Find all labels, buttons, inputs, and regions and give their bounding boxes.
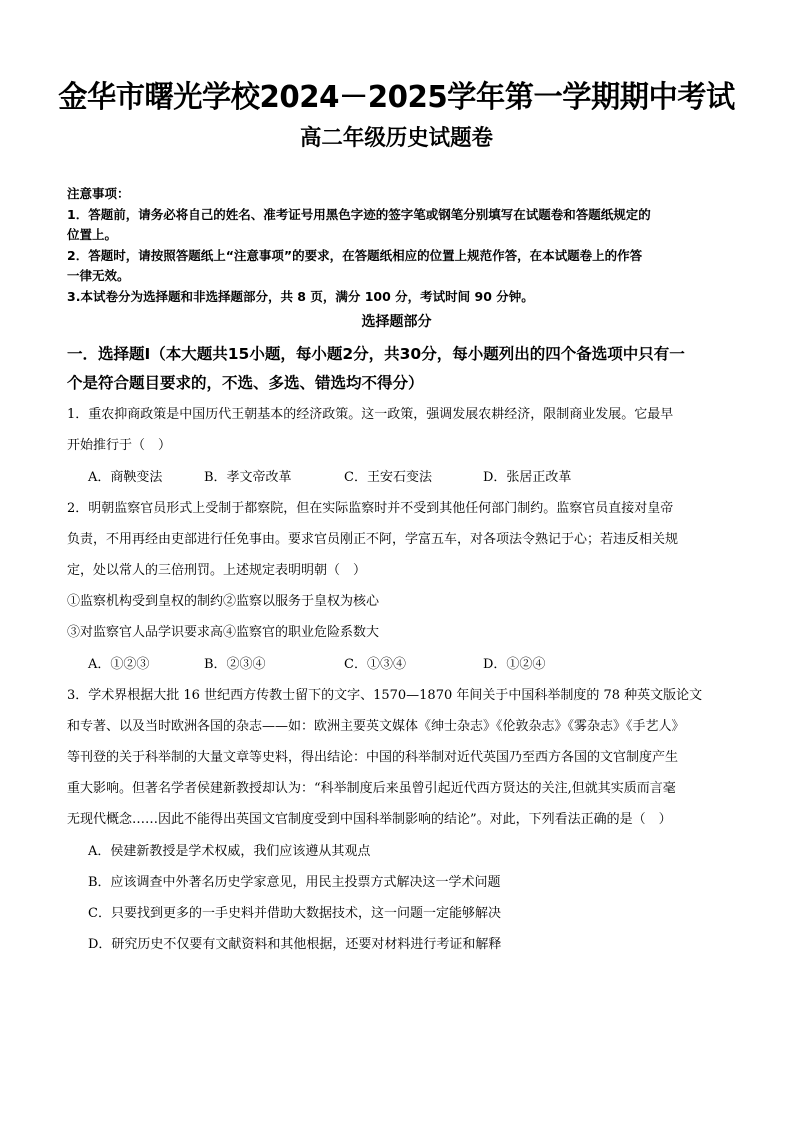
question-2-statement: ③对监察官人品学识要求高④监察官的职业危险系数大 — [67, 625, 380, 640]
notice-line: 位置上。 — [67, 227, 118, 242]
question-3-stem-line: 无现代概念……因此不能得出英国文官制度受到中国科举制影响的结论”。对此，下列看法正确的是（ ） — [67, 812, 672, 827]
question-2-option-a: A．①②③ — [88, 657, 150, 672]
question-2-option-d: D．①②④ — [483, 657, 546, 672]
question-3-option-b: B．应该调查中外著名历史学家意见，用民主投票方式解决这一学术问题 — [88, 875, 501, 890]
question-2-statement: ①监察机构受到皇权的制约②监察以服务于皇权为核心 — [67, 594, 380, 609]
question-1-option-c: C．王安石变法 — [344, 470, 432, 485]
question-1-option-d: D．张居正改革 — [483, 470, 572, 485]
notice-line: 1．答题前，请务必将自己的姓名、准考证号用黑色字迹的签字笔或钢笔分别填写在试题卷和答题纸规定的 — [67, 206, 651, 222]
notice-line: 2．答题时，请按照答题纸上“注意事项”的要求，在答题纸相应的位置上规范作答，在本试题卷上的作答 — [67, 247, 643, 263]
question-3-stem-line: 3．学术界根据大批 16 世纪西方传教士留下的文字、1570—1870 年间关于中国科举制度的 78 种英文版论文 — [67, 688, 703, 703]
question-3-option-d: D．研究历史不仅要有文献资料和其他根据，还要对材料进行考证和解释 — [88, 937, 502, 952]
question-1-stem-line: 开始推行于（ ） — [67, 438, 172, 453]
part-heading — [67, 340, 737, 398]
question-2-stem-line: 定，处以常人的三倍刑罚。上述规定表明明朝（ ） — [67, 563, 367, 578]
question-3-stem-line: 等刊登的关于科举制的大量文章等史料，得出结论：中国的科举制对近代英国乃至西方各国的文官制度产生 — [67, 750, 679, 765]
part-heading-line: 一．选择题Ⅰ（本大题共15小题，每小题2分，共30分，每小题列出的四个备选项中只有一 — [67, 345, 685, 363]
part-heading-line: 个是符合题目要求的，不选、多选、错选均不得分） — [67, 374, 424, 392]
question-3-stem-line: 重大影响。但著名学者侯建新教授却认为：“科举制度后来虽曾引起近代西方贤达的关注,但就其实质而言毫 — [67, 781, 676, 796]
question-3-option-a: A．侯建新教授是学术权威，我们应该遵从其观点 — [88, 844, 371, 859]
question-2-stem-line: 负责，不用再经由吏部进行任免事由。要求官员刚正不阿，学富五车，对各项法令熟记于心；若违反相关规 — [67, 532, 679, 547]
notice-heading: 注意事项： — [67, 186, 130, 201]
section-title: 选择题部分 — [361, 314, 432, 330]
question-3-option-c: C．只要找到更多的一手史料并借助大数据技术，这一问题一定能够解决 — [88, 906, 501, 921]
notice-line: 3.本试卷分为选择题和非选择题部分，共 8 页，满分 100 分，考试时间 90 分钟。 — [67, 288, 534, 304]
notice-line: 一律无效。 — [67, 268, 130, 283]
exam-title: 金华市曙光学校2024－2025学年第一学期期中考试 — [58, 80, 735, 115]
notice-block — [67, 184, 735, 307]
question-2-stem-line: 2．明朝监察官员形式上受制于都察院，但在实际监察时并不受到其他任何部门制约。监察官员直接对皇帝 — [67, 501, 674, 516]
question-1-stem-line: 1．重农抑商政策是中国历代王朝基本的经济政策。这一政策，强调发展农耕经济，限制商业发展。它最早 — [67, 407, 674, 422]
question-1-option-a: A．商鞅变法 — [88, 470, 163, 485]
question-3-stem-line: 和专著、以及当时欧洲各国的杂志——如：欧洲主要英文媒体《绅士杂志》《伦敦杂志》《雾杂志》《手艺人》 — [67, 719, 685, 734]
question-1-option-b: B．孝文帝改革 — [204, 470, 292, 485]
question-2-option-c: C．①③④ — [344, 657, 406, 672]
question-2-option-b: B．②③④ — [204, 657, 266, 672]
exam-subtitle: 高二年级历史试题卷 — [299, 126, 494, 151]
